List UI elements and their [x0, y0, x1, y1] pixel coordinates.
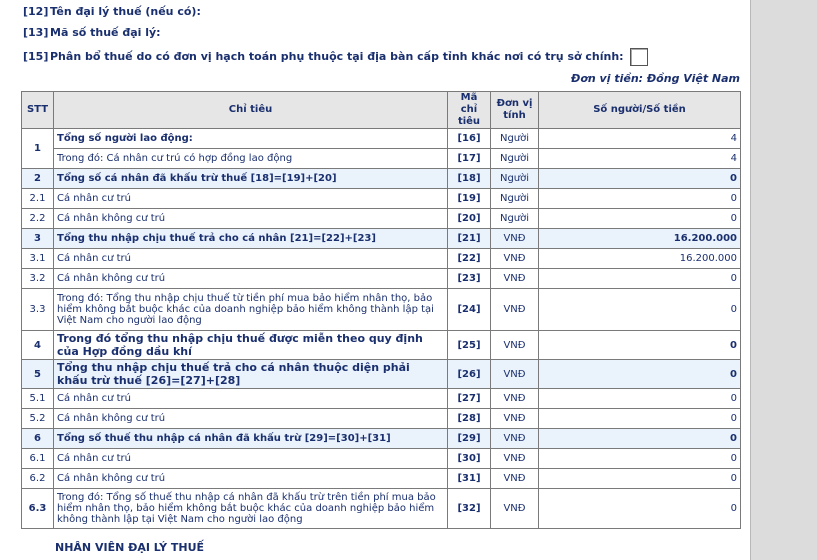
field-agent-tax-code: [23, 22, 743, 43]
header-unit: Đơn vị tính: [491, 92, 539, 129]
row-value: 16.200.000: [539, 229, 741, 249]
row-value[interactable]: 0: [539, 489, 741, 529]
row-indicator: Cá nhân cư trú: [54, 189, 448, 209]
row-code: [30]: [448, 449, 491, 469]
row-indicator: Tổng thu nhập chịu thuế trả cho cá nhân thuộc diện phải khấu trừ thuế [26]=[27]+[28]: [54, 360, 448, 389]
row-code: [24]: [448, 289, 491, 331]
row-value[interactable]: 0: [539, 409, 741, 429]
row-indicator: Cá nhân không cư trú: [54, 209, 448, 229]
row-code: [20]: [448, 209, 491, 229]
agent-fields: [23, 0, 743, 69]
row-unit: VNĐ: [491, 389, 539, 409]
row-indicator: Trong đó tổng thu nhập chịu thuế được miễn theo quy định của Hợp đồng dầu khí: [54, 331, 448, 360]
field-tax-allocation: [23, 45, 743, 69]
row-indicator: Trong đó: Tổng số thuế thu nhập cá nhân đã khấu trừ trên tiền phí mua bảo hiểm nhân thọ, bảo hiểm không bắt buộc khác của doanh nghiệp bảo hiểm không thành lập tại Việt Nam cho người lao động: [54, 489, 448, 529]
table-row: [22, 189, 741, 209]
row-indicator: Cá nhân cư trú: [54, 389, 448, 409]
row-unit: VNĐ: [491, 429, 539, 449]
row-value[interactable]: 0: [539, 389, 741, 409]
table-row: [22, 129, 741, 149]
table-row: [22, 429, 741, 449]
row-indicator: Tổng số người lao động:: [54, 129, 448, 149]
row-code: [25]: [448, 331, 491, 360]
row-stt: 6: [22, 429, 54, 449]
row-stt: 5: [22, 360, 54, 389]
field-number: [13]: [23, 26, 49, 39]
field-label: Tên đại lý thuế (nếu có):: [50, 5, 201, 18]
field-label: Mã số thuế đại lý:: [50, 26, 161, 39]
row-stt: 2.1: [22, 189, 54, 209]
row-unit: VNĐ: [491, 469, 539, 489]
row-stt: 4: [22, 331, 54, 360]
row-stt: 2.2: [22, 209, 54, 229]
row-unit: VNĐ: [491, 449, 539, 469]
row-value[interactable]: 0: [539, 449, 741, 469]
row-stt: 3.1: [22, 249, 54, 269]
row-unit: Người: [491, 209, 539, 229]
row-stt: 3.2: [22, 269, 54, 289]
row-indicator: Cá nhân cư trú: [54, 449, 448, 469]
table-row: [22, 289, 741, 331]
field-label: Phân bổ thuế do có đơn vị hạch toán phụ thuộc tại địa bàn cấp tỉnh khác nơi có trụ sở chính:: [50, 50, 624, 63]
row-indicator: Trong đó: Cá nhân cư trú có hợp đồng lao động: [54, 149, 448, 169]
row-indicator: Cá nhân cư trú: [54, 249, 448, 269]
table-row: [22, 449, 741, 469]
row-stt: 6.2: [22, 469, 54, 489]
row-code: [31]: [448, 469, 491, 489]
table-row: [22, 209, 741, 229]
row-stt: 6.1: [22, 449, 54, 469]
row-indicator: Tổng số cá nhân đã khấu trừ thuế [18]=[19]+[20]: [54, 169, 448, 189]
row-code: [29]: [448, 429, 491, 449]
table-row: [22, 249, 741, 269]
header-stt: STT: [22, 92, 54, 129]
row-value[interactable]: 0: [539, 289, 741, 331]
row-unit: Người: [491, 129, 539, 149]
row-code: [22]: [448, 249, 491, 269]
row-value[interactable]: 0: [539, 269, 741, 289]
row-value[interactable]: 4: [539, 149, 741, 169]
table-row: [22, 469, 741, 489]
row-code: [32]: [448, 489, 491, 529]
currency-unit-note: Đơn vị tiền: Đồng Việt Nam: [571, 72, 740, 85]
row-value: 0: [539, 360, 741, 389]
row-value: 0: [539, 429, 741, 449]
row-unit: VNĐ: [491, 331, 539, 360]
row-unit: VNĐ: [491, 249, 539, 269]
row-code: [21]: [448, 229, 491, 249]
row-stt: 1: [22, 129, 54, 169]
row-value[interactable]: 4: [539, 129, 741, 149]
row-unit: Người: [491, 149, 539, 169]
table-row: [22, 360, 741, 389]
row-value[interactable]: 16.200.000: [539, 249, 741, 269]
field-agent-name: [23, 1, 743, 22]
row-stt: 5.1: [22, 389, 54, 409]
row-code: [27]: [448, 389, 491, 409]
row-code: [26]: [448, 360, 491, 389]
row-code: [17]: [448, 149, 491, 169]
row-unit: VNĐ: [491, 489, 539, 529]
header-value: Số người/Số tiền: [539, 92, 741, 129]
tax-indicator-table: [21, 91, 741, 529]
row-stt: 6.3: [22, 489, 54, 529]
row-indicator: Cá nhân không cư trú: [54, 469, 448, 489]
table-row: [22, 269, 741, 289]
row-indicator: Cá nhân không cư trú: [54, 269, 448, 289]
row-code: [18]: [448, 169, 491, 189]
field-number: [15]: [23, 50, 49, 63]
row-unit: VNĐ: [491, 229, 539, 249]
row-code: [16]: [448, 129, 491, 149]
row-stt: 3: [22, 229, 54, 249]
row-indicator: Tổng số thuế thu nhập cá nhân đã khấu trừ [29]=[30]+[31]: [54, 429, 448, 449]
table-row: [22, 169, 741, 189]
row-value: 0: [539, 169, 741, 189]
table-row: [22, 489, 741, 529]
row-unit: Người: [491, 169, 539, 189]
row-value[interactable]: 0: [539, 189, 741, 209]
row-unit: Người: [491, 189, 539, 209]
row-stt: 2: [22, 169, 54, 189]
row-code: [28]: [448, 409, 491, 429]
table-row: [22, 331, 741, 360]
row-unit: VNĐ: [491, 269, 539, 289]
table-row: [22, 389, 741, 409]
row-value[interactable]: 0: [539, 469, 741, 489]
row-stt: 5.2: [22, 409, 54, 429]
row-value[interactable]: 0: [539, 209, 741, 229]
row-unit: VNĐ: [491, 360, 539, 389]
table-row: [22, 149, 741, 169]
row-unit: VNĐ: [491, 289, 539, 331]
row-value[interactable]: 0: [539, 331, 741, 360]
row-unit: VNĐ: [491, 409, 539, 429]
row-indicator: Cá nhân không cư trú: [54, 409, 448, 429]
row-code: [23]: [448, 269, 491, 289]
header-indicator: Chỉ tiêu: [54, 92, 448, 129]
table-row: [22, 229, 741, 249]
row-indicator: Tổng thu nhập chịu thuế trả cho cá nhân [21]=[22]+[23]: [54, 229, 448, 249]
field-number: [12]: [23, 5, 49, 18]
agent-staff-heading: NHÂN VIÊN ĐẠI LÝ THUẾ: [55, 541, 205, 554]
row-indicator: Trong đó: Tổng thu nhập chịu thuế từ tiền phí mua bảo hiểm nhân thọ, bảo hiểm không bắt buộc khác của doanh nghiệp bảo hiểm không thành lập tại Việt Nam cho người lao động: [54, 289, 448, 331]
table-row: [22, 409, 741, 429]
row-code: [19]: [448, 189, 491, 209]
tax-allocation-checkbox[interactable]: [630, 48, 648, 66]
header-code: Mã chỉ tiêu: [448, 92, 491, 129]
row-stt: 3.3: [22, 289, 54, 331]
